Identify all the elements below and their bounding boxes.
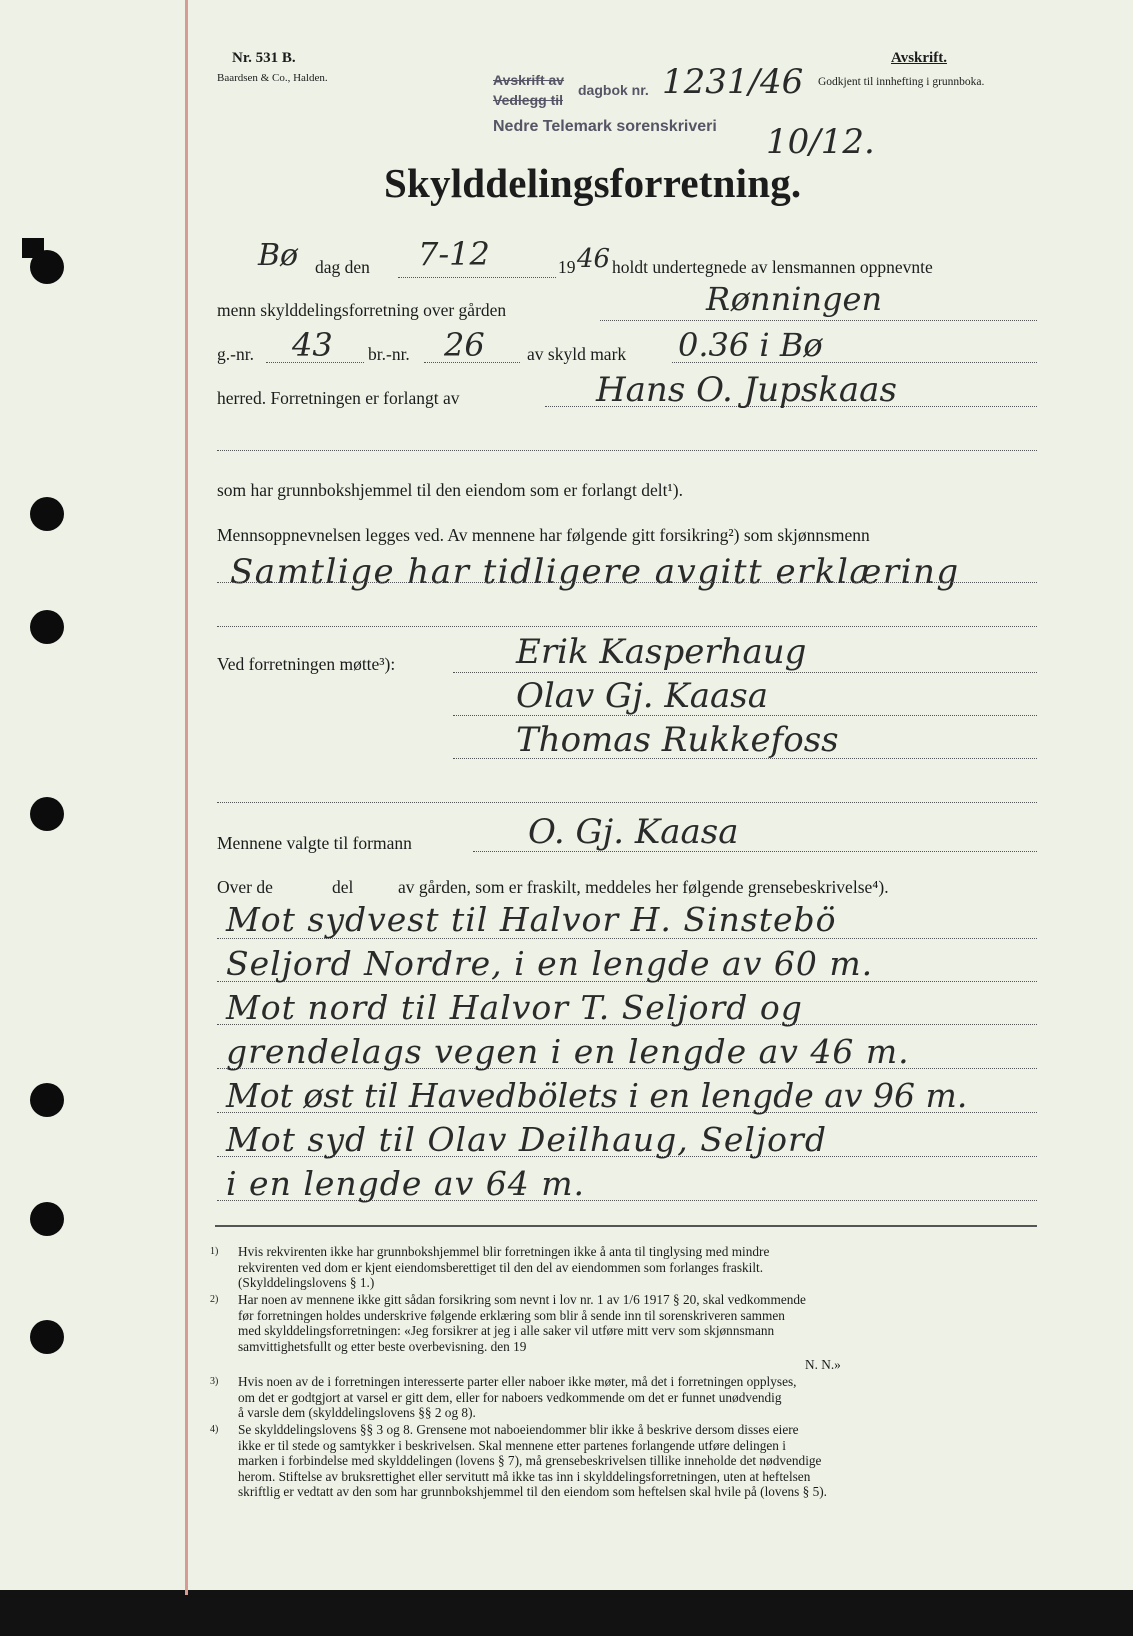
- footnote-number: 2): [210, 1294, 219, 1305]
- footnote-line: skriftlig er vedtatt av den som har grunnbokshjemmel til den eiendom som heftelsen skal hvile på (lovens § 5).: [238, 1484, 827, 1499]
- stamp-line-2: Vedlegg til: [493, 92, 564, 108]
- dotted-line: [453, 672, 1037, 673]
- attendee-2: Olav Gj. Kaasa: [516, 676, 769, 716]
- scan-mark: [22, 238, 44, 258]
- punch-hole: [30, 1202, 64, 1236]
- label-brnr: br.-nr.: [368, 344, 410, 364]
- footnote-line: Har noen av mennene ikke gitt sådan forsikring som nevnt i lov nr. 1 av 1/6 1917 § 20, skal vedkommende: [238, 1292, 806, 1307]
- dotted-line: [600, 320, 1037, 321]
- label-chair: Mennene valgte til formann: [217, 833, 412, 853]
- insurance-handwritten: Samtlige har tidligere avgitt erklæring: [230, 552, 960, 592]
- footnote-number: 1): [210, 1246, 219, 1257]
- punch-hole: [30, 497, 64, 531]
- requester-handwritten: Hans O. Jupskaas: [596, 370, 897, 410]
- label-farm: menn skylddelingsforretning over gården: [217, 300, 507, 320]
- footnote-line: herom. Stiftelse av bruksrettighet eller servitutt må ikke tas inn i skylddelingsforretningen, uten at heftelsen: [238, 1468, 811, 1484]
- footnote-line: rekvirenten ved dom er kjent eiendomsberettiget til den del av eiendommen som forlanges fraskilt.: [238, 1259, 764, 1275]
- footnote-divider: [215, 1225, 1037, 1227]
- attendee-3: Thomas Rukkefoss: [516, 720, 839, 760]
- footnote-1: [210, 1244, 1042, 1296]
- footnote-line: (Skylddelingslovens § 1.): [238, 1275, 375, 1290]
- place-handwritten: Bø: [258, 238, 299, 273]
- punch-hole: [30, 1320, 64, 1354]
- date-handwritten: 7-12: [418, 235, 490, 273]
- punch-hole: [30, 610, 64, 644]
- footnote-number: 3): [210, 1376, 219, 1387]
- stamp-line-3: Nedre Telemark sorenskriveri: [493, 118, 717, 135]
- footnote-line: Hvis rekvirenten ikke har grunnbokshjemmel blir forretningen ikke å anta til tinglysing med mindre: [238, 1244, 770, 1259]
- label-attendees: Ved forretningen møtte³):: [217, 654, 396, 674]
- handwritten-date: 10/12.: [766, 122, 875, 162]
- boundary-line-2: Seljord Nordre, i en lengde av 60 m.: [226, 944, 874, 983]
- footnote-line: marken i forbindelse med skylddelingen (lovens § 7), må grensebeskrivelsen tillike inneholde det nødvendige: [238, 1453, 822, 1468]
- line6-text: Mennsoppnevnelsen legges ved. Av mennene har følgende gitt forsikring²) som skjønnsmenn: [217, 525, 870, 545]
- chair-handwritten: O. Gj. Kaasa: [528, 812, 739, 852]
- form-number: Nr. 531 B.: [232, 50, 296, 66]
- boundary-line-5: Mot øst til Havedbölets i en lengde av 96 m.: [226, 1076, 968, 1115]
- stamp-dagbok: dagbok nr.: [578, 82, 649, 98]
- line1-text: holdt undertegnede av lensmannen oppnevnte: [612, 257, 933, 277]
- publisher: Baardsen & Co., Halden.: [217, 72, 328, 84]
- signature-placeholder: N. N.»: [805, 1357, 841, 1372]
- footnote-line: å varsle dem (skylddelingslovens §§ 2 og 8).: [238, 1405, 476, 1420]
- boundary-line-3: Mot nord til Halvor T. Seljord og: [226, 988, 803, 1027]
- footnote-line: Hvis noen av de i forretningen interesserte parter eller naboer ikke møter, må det i forretningen opplyses,: [238, 1374, 797, 1389]
- label-skyld: av skyld mark: [527, 344, 627, 364]
- footnote-number: 4): [210, 1424, 219, 1435]
- label-dag-den: dag den: [315, 257, 370, 277]
- label-gnr: g.-nr.: [217, 344, 254, 364]
- footnote-line: samvittighetsfullt og etter beste overbevisning. den 19: [238, 1338, 527, 1354]
- dotted-line: [217, 450, 1037, 451]
- gnr-handwritten: 43: [292, 326, 333, 364]
- boundary-line-1: Mot sydvest til Halvor H. Sinstebö: [226, 900, 837, 939]
- handwritten-dagbok-number: 1231/46: [662, 62, 804, 102]
- boundary-line-7: i en lengde av 64 m.: [226, 1164, 585, 1203]
- footnote-line: Se skylddelingslovens §§ 3 og 8. Grensene mot naboeiendommer blir ikke å beskrive dersom disses eiere: [238, 1422, 799, 1437]
- right-title: Avskrift.: [891, 50, 947, 66]
- boundary-line-4: grendelags vegen i en lengde av 46 m.: [226, 1032, 910, 1071]
- scan-edge: [0, 1590, 1133, 1636]
- page-title: Skylddelingsforretning.: [384, 160, 802, 206]
- footnote-line: om det er godtgjort at varsel er gitt dem, eller for naboers vedkommende om det er funnet unødvendig: [238, 1389, 782, 1405]
- brnr-handwritten: 26: [444, 326, 485, 364]
- dotted-line: [398, 277, 556, 278]
- boundary-label-2: del: [332, 877, 354, 897]
- footnote-line: ikke er til stede og samtykker i beskrivelsen. Skal mennene etter partenes forlangende utføre delingen i: [238, 1437, 786, 1453]
- punch-hole: [30, 797, 64, 831]
- right-subtitle: Godkjent til innhefting i grunnboka.: [818, 76, 985, 88]
- boundary-label-1: Over de: [217, 877, 273, 897]
- dotted-line: [217, 802, 1037, 803]
- footnote-3: [210, 1374, 1042, 1424]
- attendee-1: Erik Kasperhaug: [516, 632, 807, 672]
- footnote-2: [210, 1292, 1042, 1358]
- line5-text: som har grunnbokshjemmel til den eiendom som er forlangt delt¹).: [217, 480, 683, 500]
- stamp-line-1: Avskrift av: [493, 72, 565, 88]
- year-prefix: 19: [558, 257, 576, 277]
- footnote-line: med skylddelingsforretningen: «Jeg forsikrer at jeg i alle saker vil utføre mitt verv som skjønnsmann: [238, 1323, 775, 1338]
- footnote-line: før forretningen holdes underskrive følgende erklæring som blir å sende inn til sorenskriveren sammen: [238, 1307, 785, 1323]
- footnote-4: [210, 1422, 1042, 1502]
- skyld-handwritten: 0.36 i Bø: [678, 326, 823, 364]
- margin-rule: [185, 0, 188, 1595]
- year-handwritten: 46: [577, 244, 611, 274]
- footnote-signature: [210, 1357, 1042, 1373]
- label-requester: herred. Forretningen er forlangt av: [217, 388, 460, 408]
- boundary-line-6: Mot syd til Olav Deilhaug, Seljord: [226, 1120, 827, 1159]
- farm-name-handwritten: Rønningen: [706, 280, 883, 318]
- punch-hole: [30, 1083, 64, 1117]
- dotted-line: [217, 582, 1037, 583]
- dotted-line: [217, 626, 1037, 627]
- boundary-label-3: av gården, som er fraskilt, meddeles her følgende grensebeskrivelse⁴).: [398, 877, 889, 897]
